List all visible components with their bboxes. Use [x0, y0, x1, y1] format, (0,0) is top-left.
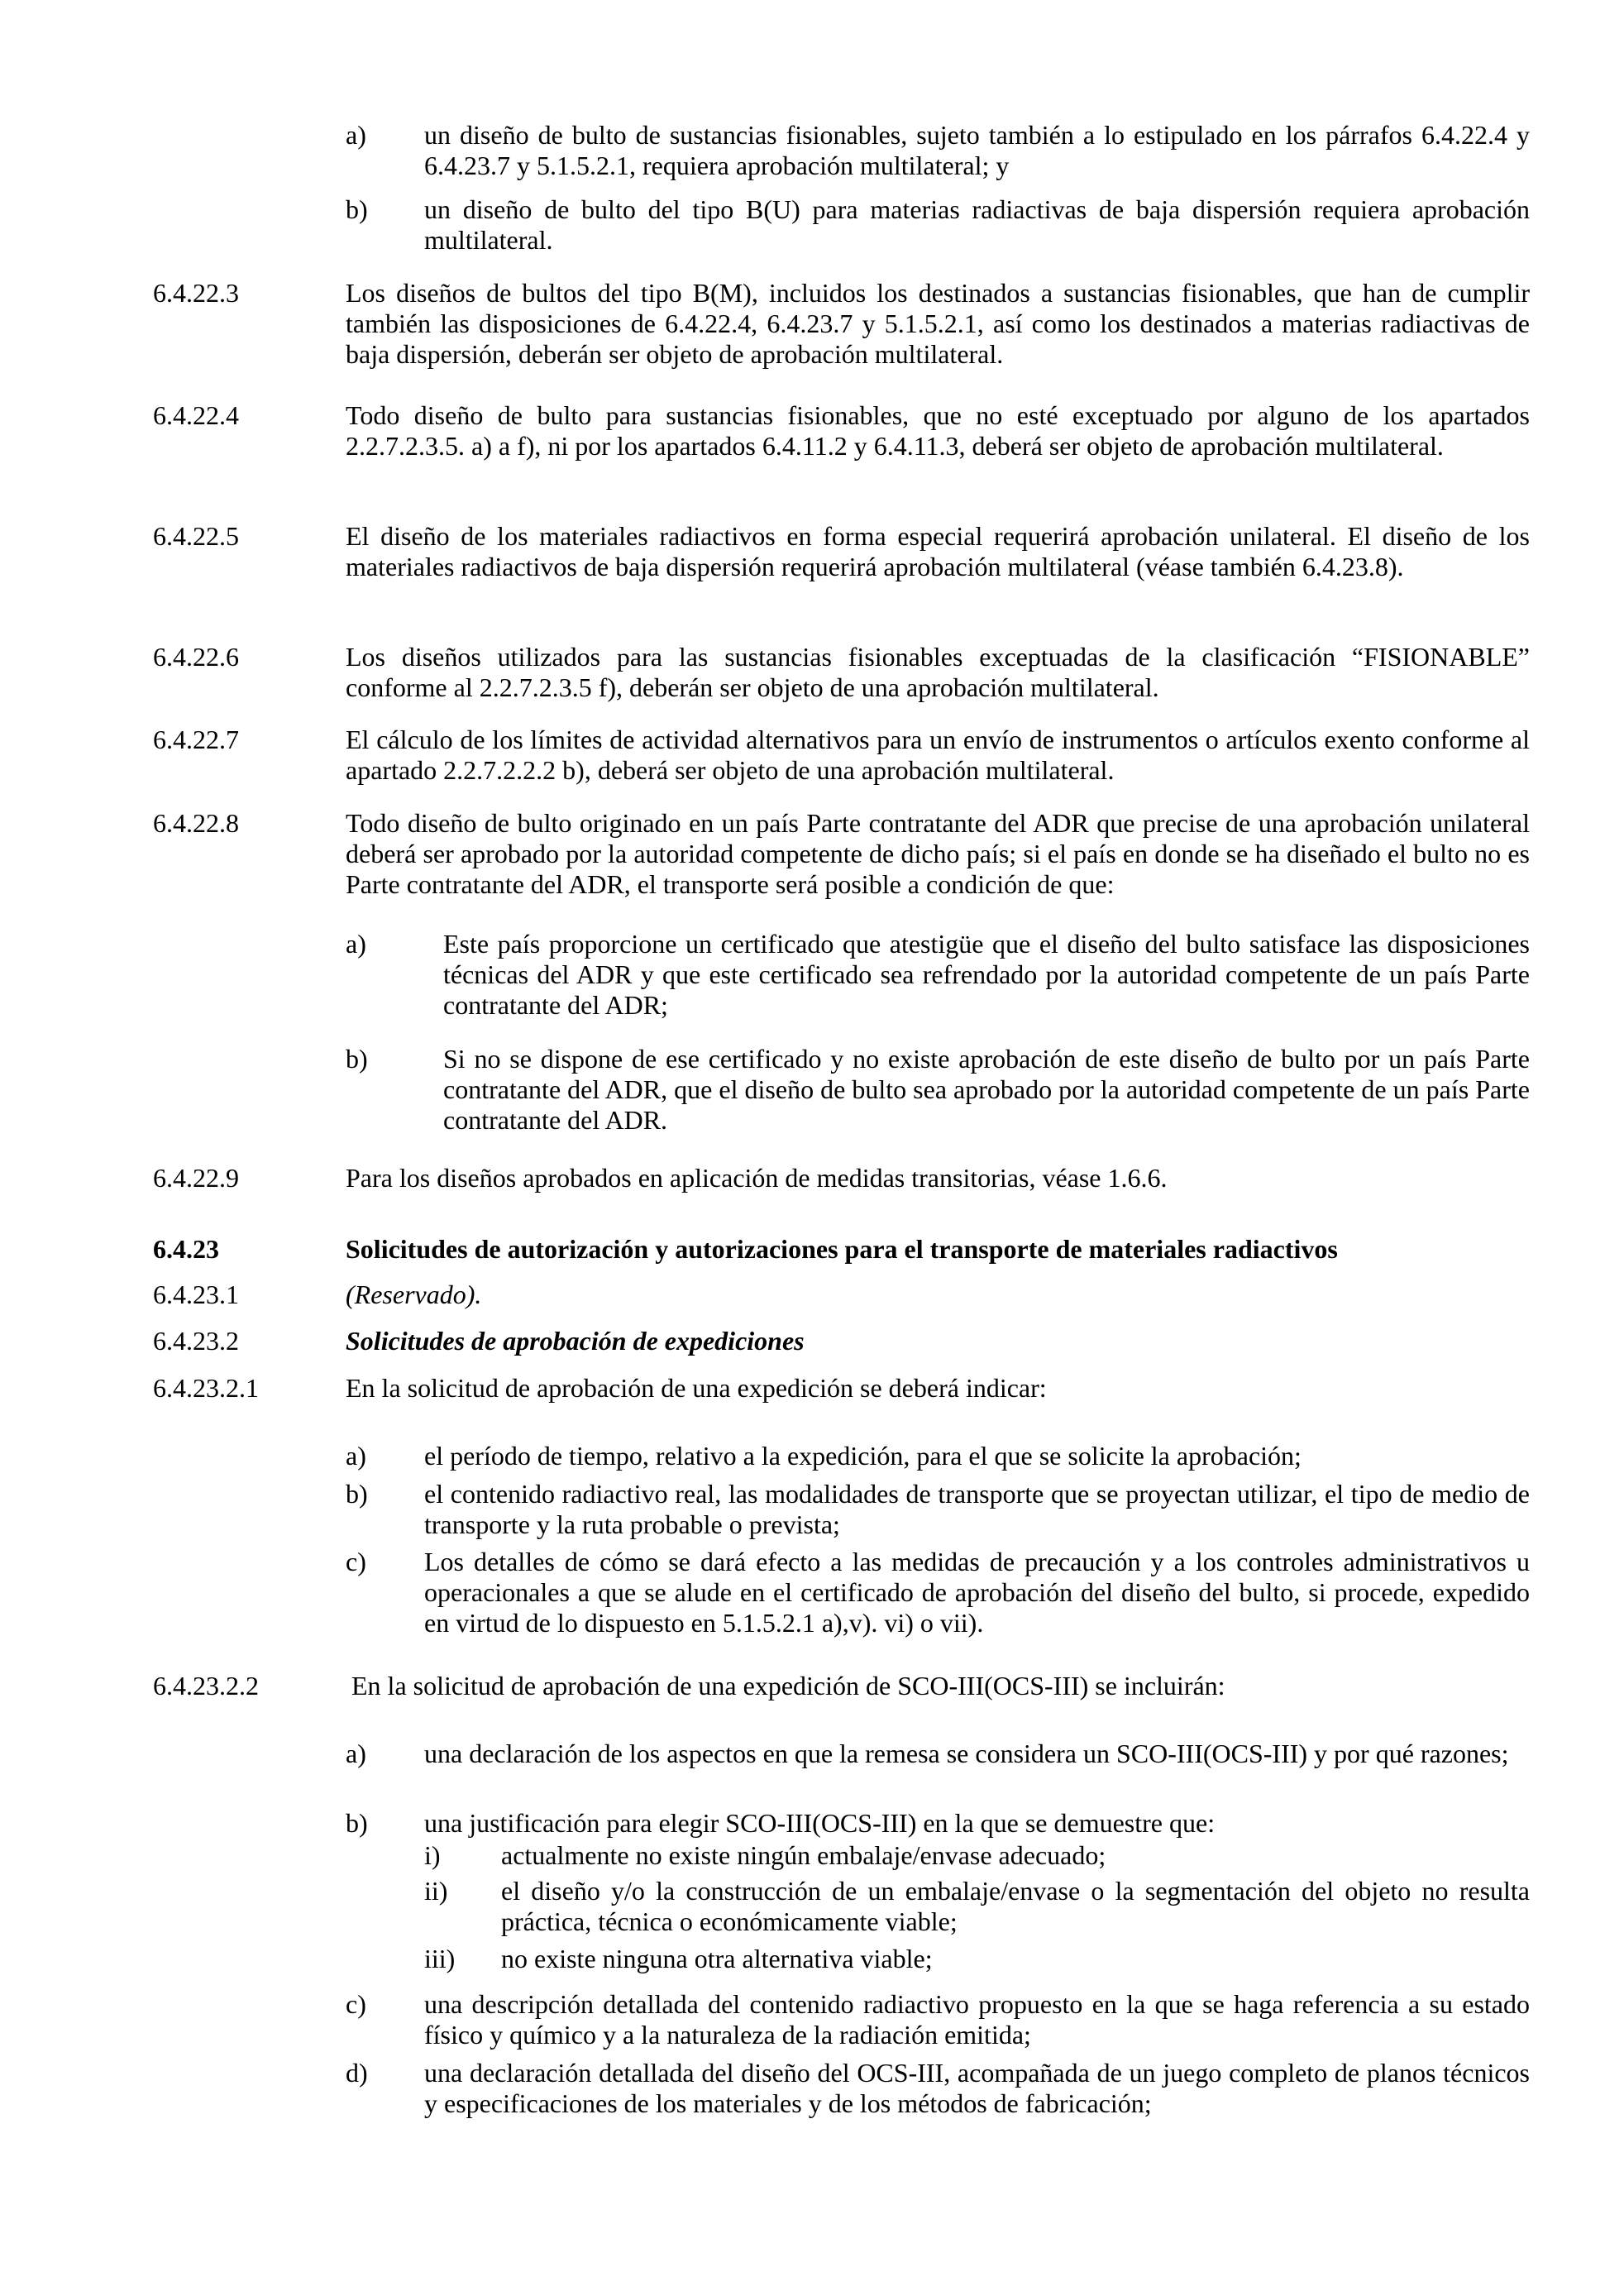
item-text: Los detalles de cómo se dará efecto a las medidas de precaución y a los controles administrativos u operacionales a que se alude en el certificado de aprobación del diseño del bulto, si procede, expedido en virtud de lo dispuesto en 5.1.5.2.1 a),v). vi) o vii). [424, 1547, 1530, 1638]
section-number: 6.4.22.9 [153, 1163, 239, 1193]
section-number: 6.4.23 [153, 1234, 219, 1264]
section-text: Para los diseños aprobados en aplicación de medidas transitorias, véase 1.6.6. [346, 1163, 1168, 1193]
item-text: Si no se dispone de ese certificado y no existe aprobación de este diseño de bulto por un país Parte contratante del ADR, que el diseño de bulto sea aprobado por la autoridad competente de un país Parte contratante del ADR. [443, 1044, 1530, 1135]
item-label: b) [346, 1808, 368, 1838]
item-label: d) [346, 2058, 368, 2088]
section-6-4-22-6 [153, 642, 1530, 703]
item-label: a) [346, 1441, 366, 1471]
item-text: el período de tiempo, relativo a la expedición, para el que se solicite la aprobación; [424, 1441, 1302, 1471]
section-text: Todo diseño de bulto para sustancias fisionables, que no esté exceptuado por alguno de los apartados 2.2.7.2.3.5. a) a f), ni por los apartados 6.4.11.2 y 6.4.11.3, deberá ser objeto de aprobación multilateral. [346, 400, 1530, 461]
section-6-4-22-5 [153, 521, 1530, 582]
list-item [424, 1840, 1530, 1871]
section-number: 6.4.22.3 [153, 278, 239, 308]
section-number: 6.4.23.2.1 [153, 1373, 259, 1403]
item-label: a) [346, 1739, 366, 1768]
list-item [346, 1441, 1530, 1471]
section-text: Los diseños utilizados para las sustancias fisionables exceptuadas de la clasificación “FISIONABLE” conforme al 2.2.7.2.3.5 f), deberán ser objeto de una aprobación multilateral. [346, 642, 1530, 702]
section-6-4-23-2 [153, 1326, 1530, 1356]
list-item [346, 1547, 1530, 1638]
item-text: Este país proporcione un certificado que atestigüe que el diseño del bulto satisface las disposiciones técnicas del ADR y que este certificado sea refrendado por la autoridad competente de un país Parte contratante del ADR; [443, 929, 1530, 1020]
section-number: 6.4.22.8 [153, 808, 239, 838]
section-text: En la solicitud de aprobación de una expedición de SCO-III(OCS-III) se incluirán: [351, 1671, 1225, 1700]
section-text: El cálculo de los límites de actividad alternativos para un envío de instrumentos o artículos exento conforme al apartado 2.2.7.2.2.2 b), deberá ser objeto de una aprobación multilateral. [346, 725, 1530, 785]
item-text: una justificación para elegir SCO-III(OCS-III) en la que se demuestre que: [424, 1808, 1216, 1838]
section-text: El diseño de los materiales radiactivos en forma especial requerirá aprobación unilateral. El diseño de los materiales radiactivos de baja dispersión requerirá aprobación multilateral (véase también 6.4.23.8). [346, 521, 1530, 581]
item-label: c) [346, 1989, 366, 2019]
section-6-4-23-1 [153, 1280, 1530, 1310]
item-text: no existe ninguna otra alternativa viable; [501, 1944, 933, 1973]
item-text: una descripción detallada del contenido radiactivo propuesto en la que se haga referencia a su estado físico y químico y a la naturaleza de la radiación emitida; [424, 1989, 1530, 2050]
item-label: ii) [424, 1876, 448, 1906]
section-text: Todo diseño de bulto originado en un país Parte contratante del ADR que precise de una aprobación unilateral deberá ser aprobado por la autoridad competente de dicho país; si el país en donde se ha diseñado el bulto no es Parte contratante del ADR, el transporte será posible a condición de que: [346, 808, 1530, 899]
section-number: 6.4.23.2 [153, 1326, 239, 1356]
item-text: un diseño de bulto del tipo B(U) para materias radiactivas de baja dispersión requiera aprobación multilateral. [424, 194, 1530, 255]
section-number: 6.4.23.2.2 [153, 1671, 259, 1700]
item-label: a) [346, 120, 366, 150]
section-6-4-22-3 [153, 278, 1530, 370]
section-number: 6.4.22.4 [153, 400, 239, 430]
section-6-4-23-2-1 [153, 1373, 1530, 1404]
item-text: el diseño y/o la construcción de un embalaje/envase o la segmentación del objeto no resulta práctica, técnica o económicamente viable; [501, 1876, 1530, 1936]
section-heading-6-4-23 [153, 1234, 1530, 1265]
section-6-4-23-2-2 [153, 1671, 1530, 1701]
item-label: b) [346, 1044, 368, 1074]
item-text: el contenido radiactivo real, las modalidades de transporte que se proyectan utilizar, el tipo de medio de transporte y la ruta probable o prevista; [424, 1479, 1530, 1539]
section-6-4-22-7 [153, 725, 1530, 786]
list-item [346, 1739, 1530, 1769]
item-text: un diseño de bulto de sustancias fisionables, sujeto también a lo estipulado en los párrafos 6.4.22.4 y 6.4.23.7 y 5.1.5.2.1, requiera aprobación multilateral; y [424, 120, 1530, 180]
list-item [346, 1479, 1530, 1540]
item-text: una declaración detallada del diseño del OCS-III, acompañada de un juego completo de planos técnicos y especificaciones de los materiales y de los métodos de fabricación; [424, 2058, 1530, 2118]
item-label: c) [346, 1547, 366, 1576]
list-item [424, 1876, 1530, 1937]
item-label: i) [424, 1840, 441, 1870]
section-6-4-22-8 [153, 808, 1530, 900]
list-item [346, 1808, 1530, 1839]
item-label: b) [346, 194, 368, 224]
section-text: Los diseños de bultos del tipo B(M), incluidos los destinados a sustancias fisionables, que han de cumplir también las disposiciones de 6.4.22.4, 6.4.23.7 y 5.1.5.2.1, así como los destinados a materias radiactivas de baja dispersión, deberán ser objeto de aprobación multilateral. [346, 278, 1530, 369]
section-text: En la solicitud de aprobación de una expedición se deberá indicar: [346, 1373, 1047, 1403]
section-number: 6.4.23.1 [153, 1280, 239, 1309]
section-heading: Solicitudes de autorización y autorizaciones para el transporte de materiales radiactivos [346, 1234, 1338, 1264]
item-label: iii) [424, 1944, 456, 1973]
list-item [346, 1044, 1530, 1136]
item-label: a) [346, 929, 366, 959]
item-text: a) una declaración de los aspectos en que la remesa se considera un SCO-III(OCS-III) y por qué razones; [346, 1739, 1509, 1768]
list-item [346, 929, 1530, 1021]
list-item [424, 1944, 1530, 1974]
list-item [346, 2058, 1530, 2119]
section-6-4-22-9 [153, 1163, 1530, 1193]
item-label: b) [346, 1479, 368, 1509]
section-number: 6.4.22.5 [153, 521, 239, 551]
section-heading: Solicitudes de aprobación de expediciones [346, 1326, 805, 1356]
section-text: (Reservado). [346, 1280, 482, 1309]
section-6-4-22-4 [153, 400, 1530, 462]
section-number: 6.4.22.6 [153, 642, 239, 672]
item-text: actualmente no existe ningún embalaje/envase adecuado; [501, 1840, 1106, 1870]
section-number: 6.4.22.7 [153, 725, 239, 754]
list-item [346, 194, 1530, 256]
list-item [346, 120, 1530, 181]
list-item [346, 1989, 1530, 2050]
